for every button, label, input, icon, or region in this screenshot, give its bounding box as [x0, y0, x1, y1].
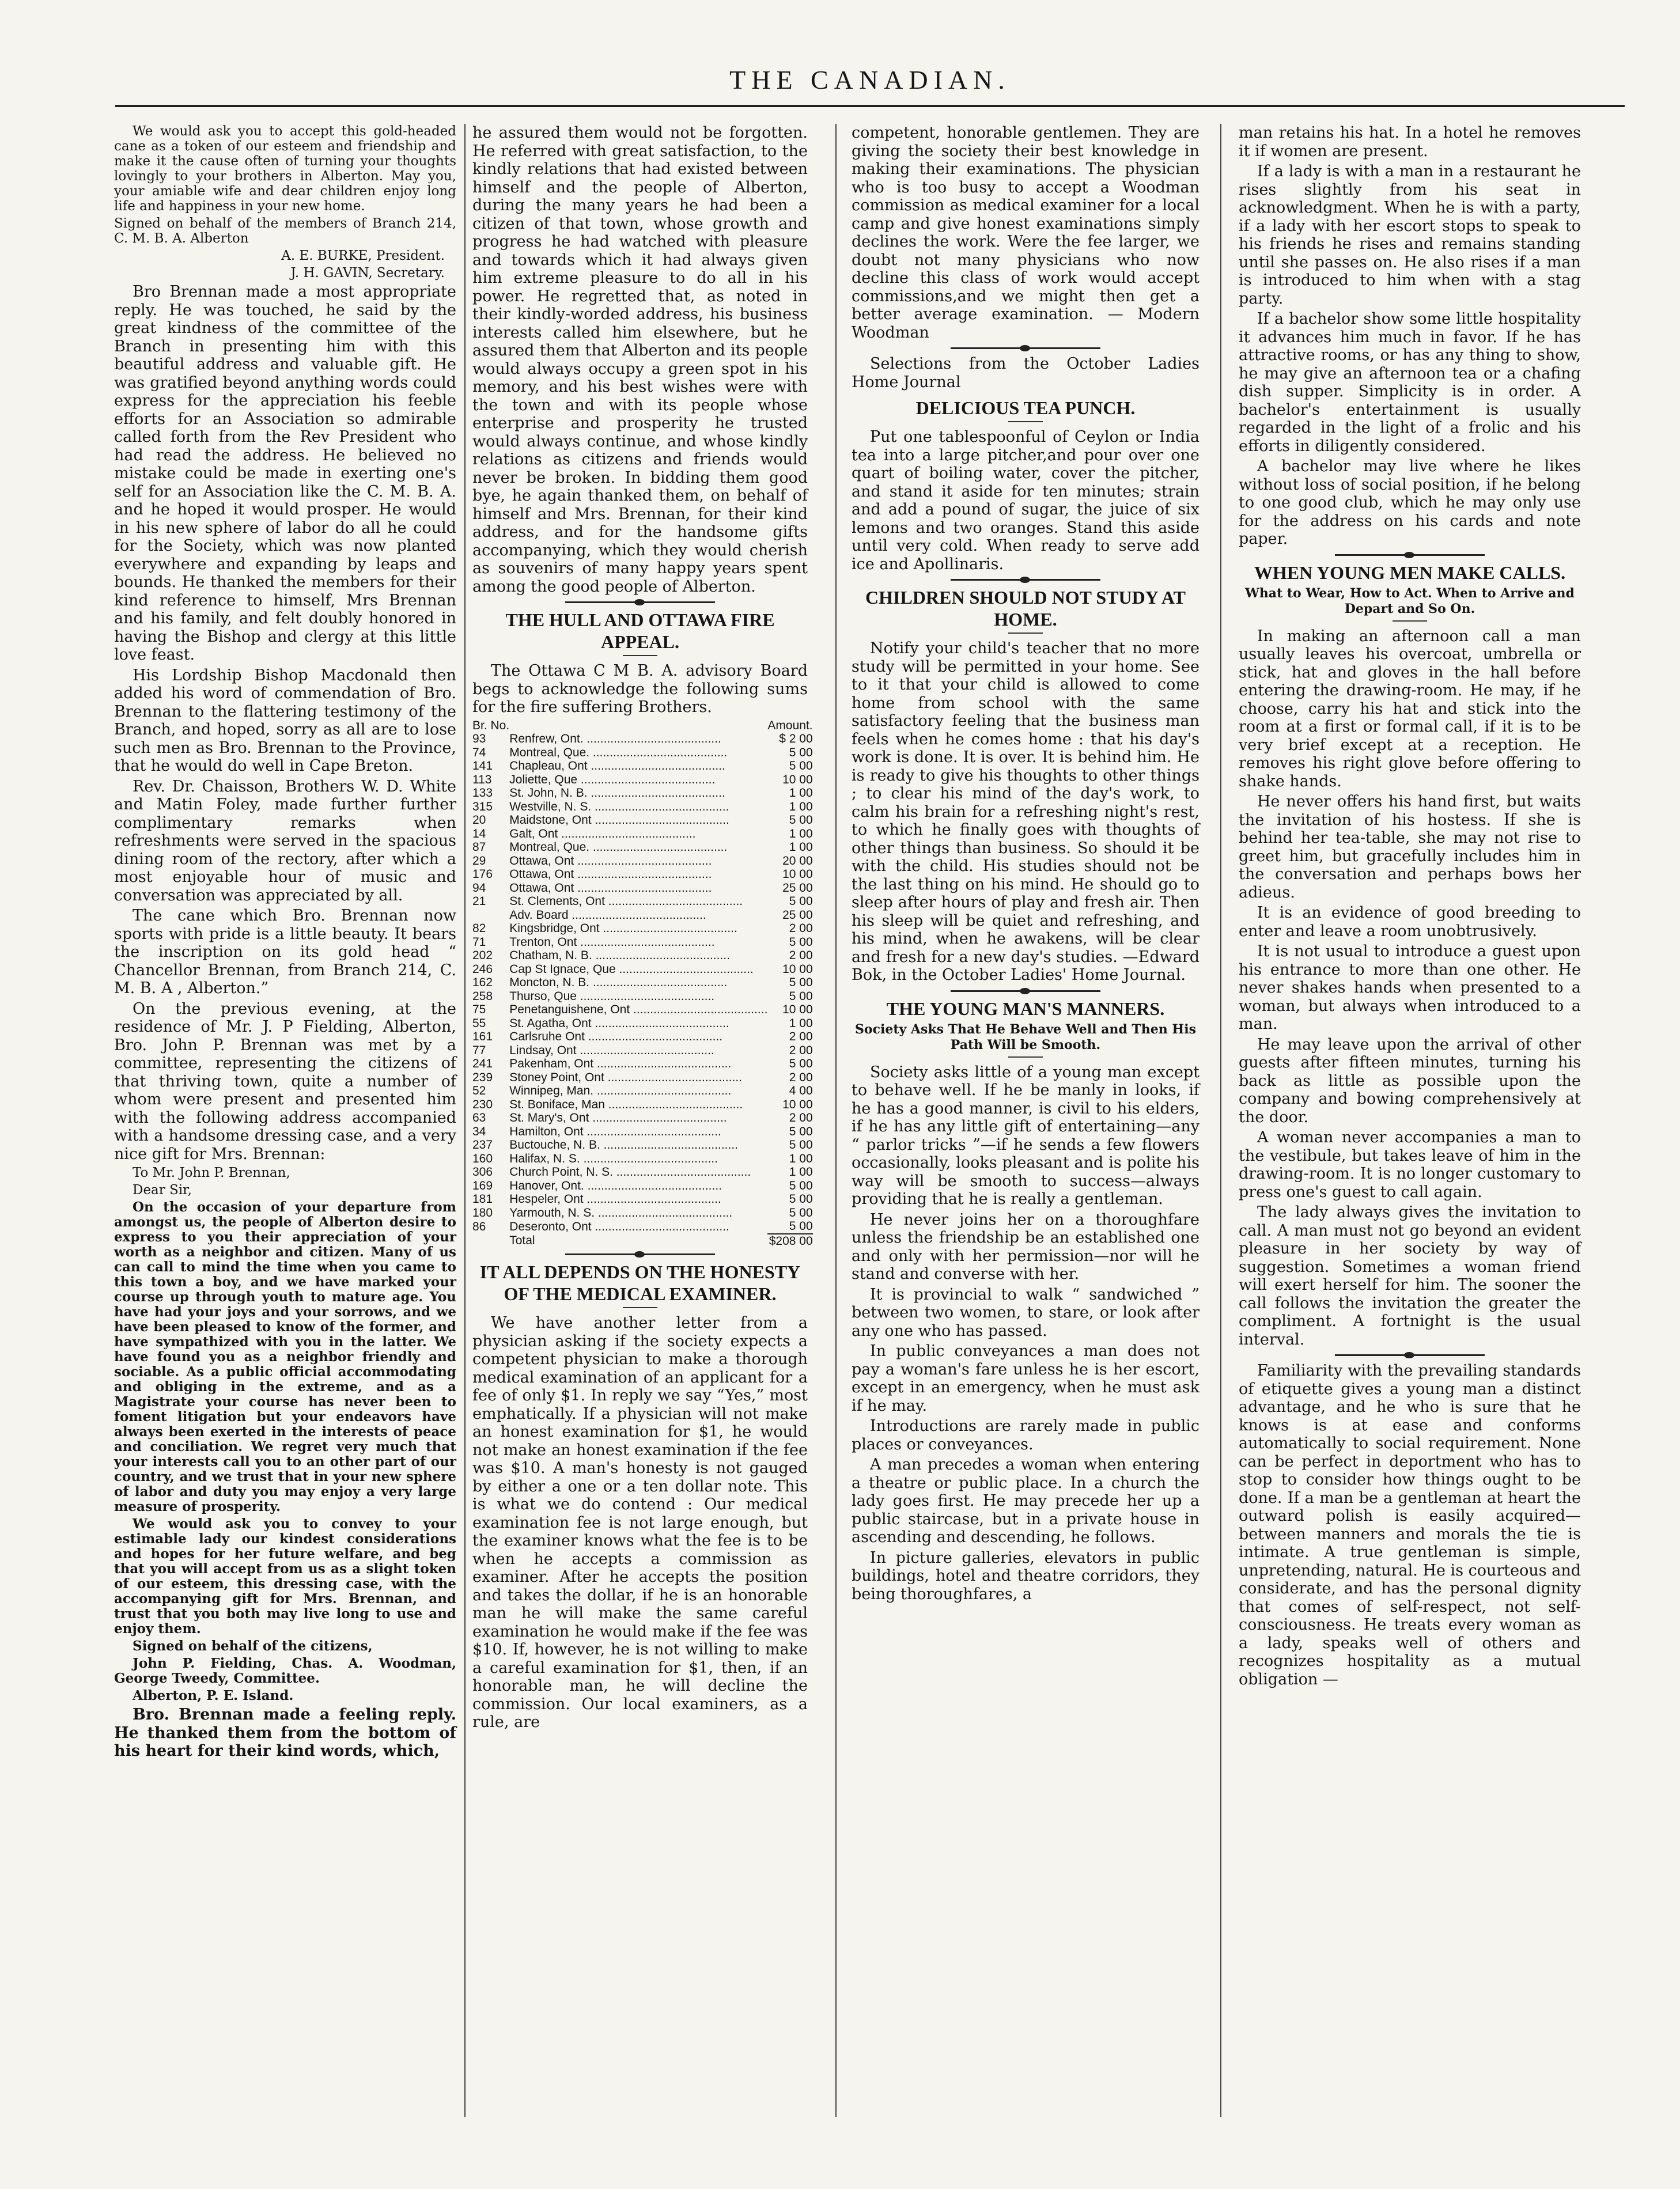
- fund-table-row: [472, 1206, 813, 1220]
- fund-branch-name: Montreal, Que. ........................................: [509, 745, 728, 759]
- column-2: [472, 124, 813, 2117]
- fund-branch-no: 176: [472, 868, 493, 881]
- fund-branch-name: Adv. Board ........................................: [509, 908, 706, 922]
- fund-amount: 4 00: [789, 1084, 813, 1097]
- fund-branch-name: Stoney Point, Ont ........................................: [509, 1070, 743, 1084]
- fund-amount: 5 00: [789, 759, 813, 772]
- fund-branch-no: 20: [472, 813, 486, 827]
- masthead: [115, 65, 1625, 112]
- paragraph: Notify your child's teacher that no more study will be permitted in your home. See to it that your child is allowed to come home from school with the same satisfactory feeling that the business man feels when he comes home : that his day's work is done. It is over. It is behind him. He is ready to give his thoughts to other things ; to clear his mind of the day's work, to calm his brain for a refreshing night's rest, to which he finally goes with thoughts of other things than business. So should it be with the child. His studies should not be the last thing on his mind. He should go to sleep after hours of play and fresh air. Then his sleep will be quiet and refreshing, and his mind, when he awakens, will be clear and fresh for a new day's studies. —Edward Bok, in the October Ladies' Home Journal.: [852, 639, 1200, 984]
- paragraph: A man precedes a woman when entering a theatre or public place. In a church the lady goes first. He may precede her up a public staircase, but in a private house in ascending and descending, he follows.: [852, 1456, 1200, 1546]
- fund-amount: 1 00: [789, 786, 813, 800]
- signature-secretary: J. H. GAVIN, Secretary.: [290, 266, 445, 281]
- paragraph: It is provincial to walk “ sandwiched ” between two women, to stare, or look after any one who has passed.: [852, 1285, 1200, 1340]
- fund-branch-name: Church Point, N. S. ........................................: [509, 1165, 751, 1179]
- fund-amount: 5 00: [789, 1057, 813, 1070]
- headline-young-mans-manners: THE YOUNG MAN'S MANNERS.: [886, 998, 1165, 1019]
- fund-branch-name: Chatham, N. B. ........................................: [509, 949, 730, 962]
- fund-amount: 1 00: [789, 1016, 813, 1030]
- fund-amount: 20 00: [782, 854, 813, 868]
- fund-amount: 2 00: [789, 1111, 813, 1124]
- paragraph: In public conveyances a man does not pay a woman's fare unless he is her escort, except in an emergency, when he must ask if he may.: [852, 1342, 1200, 1415]
- fund-branch-no: [472, 908, 509, 922]
- fund-table-row: [472, 773, 813, 787]
- subheadline: What to Wear, How to Act. When to Arrive and Depart and So On.: [1245, 585, 1575, 616]
- section-ornament: [565, 1253, 715, 1255]
- headline-dash: [1008, 1056, 1043, 1058]
- paragraph: His Lordship Bishop Macdonald then added his word of commendation of Bro. Brennan to the flattering testimony of the Branch, and hoped, sorry as all are to lose such men as Bro. Brennan to the Province, that he would do well in Cape Breton.: [114, 666, 456, 775]
- fund-branch-name: Hanover, Ont. ........................................: [509, 1179, 722, 1192]
- masthead-rule: [115, 105, 1625, 107]
- fund-amount: 2 00: [789, 1030, 813, 1043]
- fund-amount: 10 00: [782, 1097, 813, 1111]
- fund-branch-name: Ottawa, Ont ........................................: [509, 881, 712, 895]
- fund-table-body: [472, 732, 813, 1234]
- fund-total-row: [472, 1234, 813, 1248]
- fund-table-row: [472, 1111, 813, 1125]
- paragraph: competent, honorable gentlemen. They are giving the society their best knowledge in making their examinations. The physician who is too busy to accept a Woodman commission as medical examiner for a local camp and give honest examinations simply declines the work. Were the fee larger, we doubt not many physicians who now decline this class of work would accept commissions,and we might then get a better average examination. — Modern Woodman: [852, 124, 1200, 342]
- fund-branch-name: St. John, N. B. ........................................: [509, 786, 725, 800]
- fund-table-row: [472, 949, 813, 963]
- fund-amount: 2 00: [789, 1070, 813, 1084]
- fund-branch-no: 87: [472, 840, 486, 854]
- fund-branch-name: Ottawa, Ont ........................................: [509, 854, 712, 868]
- fund-branch-no: 63: [472, 1111, 486, 1124]
- fund-branch-name: Deseronto, Ont ........................................: [509, 1220, 729, 1233]
- fund-branch-name: Kingsbridge, Ont ........................................: [509, 922, 737, 935]
- fund-total-label: Total: [509, 1234, 535, 1247]
- column-rule-2: [835, 124, 837, 2117]
- fund-amount: 5 00: [789, 1138, 813, 1152]
- fund-branch-no: 55: [472, 1016, 486, 1030]
- signed-line: Signed on behalf of the members of Branch 214, C. M. B. A. Alberton: [114, 216, 456, 246]
- fund-amount: 5 00: [789, 1220, 813, 1233]
- headline-dash: [623, 1307, 657, 1308]
- fund-table-row: [472, 1179, 813, 1193]
- fund-table-row: [472, 936, 813, 949]
- fund-amount: 5 00: [789, 813, 813, 827]
- fund-branch-name: Lindsay, Ont ........................................: [509, 1043, 714, 1057]
- fund-branch-no: 86: [472, 1220, 486, 1233]
- paragraph: In making an afternoon call a man usually leaves his overcoat, umbrella or stick, hat and gloves in the hall before entering the drawing-room. He may, if he choose, carry his hat and stick into the room at a first or formal call, if it is to be very brief except at a reception. He removes his right glove before offering to shake hands.: [1239, 627, 1581, 790]
- fund-amount: 1 00: [789, 1152, 813, 1165]
- address-closing: We would ask you to accept this gold-headed cane as a token of our esteem and friendship and make it the cause often of turning your thoughts lovingly to your brothers in Alberton. May you, your amiable wife and dear children enjoy long life and happiness in your new home.: [114, 124, 456, 214]
- fund-col-no: Br. No.: [472, 718, 510, 732]
- newspaper-title: THE CANADIAN.: [729, 65, 1011, 94]
- fund-table-row: [472, 1030, 813, 1044]
- fund-amount: 5 00: [789, 1124, 813, 1138]
- fund-branch-name: Hespeler, Ont ........................................: [509, 1192, 721, 1206]
- fund-branch-no: 161: [472, 1030, 493, 1043]
- paragraph: A bachelor may live where he likes without loss of social position, if he belong to one good club, which he may only use for the address on his cards and note paper.: [1239, 457, 1581, 548]
- fund-amount: 5 00: [789, 745, 813, 759]
- fund-branch-no: 169: [472, 1179, 493, 1192]
- fund-table-row: [472, 732, 813, 746]
- paragraph: He never joins her on a thoroughfare unless the friendship be an established one and only with her permission—nor will he stand and converse with her.: [852, 1210, 1200, 1283]
- fund-branch-name: St. Agatha, Ont ........................................: [509, 1016, 729, 1030]
- fund-amount: 5 00: [789, 1192, 813, 1206]
- headline-dash: [1008, 421, 1043, 422]
- fund-table-row: [472, 786, 813, 800]
- section-ornament: [1335, 1354, 1485, 1356]
- fund-table-row: [472, 800, 813, 814]
- fund-branch-no: 71: [472, 935, 486, 949]
- fund-branch-no: 162: [472, 976, 493, 989]
- fund-branch-name: Chapleau, Ont ........................................: [509, 759, 725, 772]
- paragraph: The lady always gives the invitation to call. A man must not go beyond an evident pleasure in her society by way of suggestion. Sometimes a woman friend will exert herself for him. The sooner the call follows the invitation the greater the compliment. A fortnight is the usual interval.: [1239, 1203, 1581, 1349]
- fund-amount: 5 00: [789, 895, 813, 908]
- section-ornament: [951, 579, 1100, 581]
- fund-branch-no: 94: [472, 881, 486, 895]
- paragraph: On the previous evening, at the residence of Mr. J. P Fielding, Alberton, Bro. John P. Brennan was met by a committee, representing the citizens of that thriving town, quite a number of whom were present and presented him with the following address accompanied with a handsome dressing case, and a very nice gift for Mrs. Brennan:: [114, 999, 456, 1163]
- fund-table-row: [472, 1220, 813, 1234]
- column-1: [114, 124, 456, 2117]
- fund-branch-name: St. Clements, Ont ........................................: [509, 895, 743, 908]
- fund-table-row: [472, 759, 813, 773]
- fund-amount: 5 00: [789, 989, 813, 1003]
- fund-table-row: [472, 746, 813, 760]
- paragraph: Put one tablespoonful of Ceylon or India tea into a large pitcher,and pour over one quart of boiling water, cover the pitcher, and stand it aside for ten minutes; strain and add a pound of sugar, the juice of six lemons and two oranges. Stand this aside until very cold. When ready to serve add ice and Apollinaris.: [852, 428, 1200, 573]
- subheadline: Society Asks That He Behave Well and Then His Path Will be Smooth.: [855, 1021, 1196, 1052]
- paragraph: Familiarity with the prevailing standards of etiquette gives a young man a distinct advantage, and he who is sure that he knows is at ease and conforms automatically to social requirement. None can be perfect in deportment who has to stop to consider how things ought to be done. If a man be a gentleman at heart the outward polish is easily acquired—between manners and morals the tie is intimate. A true gentleman is simple, unpretending, natural. He is courteous and considerate, and has the personal dignity that comes of self-respect, not self-consciousness. He treats every woman as a lady, speaks well of others and recognizes hospitality as a mutual obligation —: [1239, 1362, 1581, 1688]
- fund-branch-no: 315: [472, 800, 493, 813]
- fund-branch-name: Winnipeg, Man. ........................................: [509, 1084, 732, 1097]
- fund-amount: 5 00: [789, 1179, 813, 1192]
- column-rule-3: [1220, 124, 1221, 2117]
- committee-signers: John P. Fielding, Chas. A. Woodman, George Tweedy, Committee.: [114, 1656, 456, 1686]
- fund-branch-no: 181: [472, 1192, 493, 1206]
- paragraph: It is not usual to introduce a guest upon his entrance to more than one other. He never shakes hands when presented to a woman, but always when introduced to a man.: [1239, 942, 1581, 1033]
- fund-branch-no: 258: [472, 989, 493, 1003]
- fund-table-row: [472, 813, 813, 827]
- paragraph: Society asks little of a young man except to behave well. If he be manly in looks, if he has a good manner, is civil to his elders, if he has any little gift of entertaining—any “ parlor tricks ”—if he sends a few flowers occasionally, looks pleasant and is polite his way will be smooth to success—always providing that he is really a gentleman.: [852, 1063, 1200, 1208]
- fund-branch-no: 52: [472, 1084, 486, 1097]
- paragraph: If a bachelor show some little hospitality it advances him much in favor. If he has attractive rooms, or has any thing to show, he may give an afternoon tea or a chafing dish supper. Simplicity is in order. A bachelor's entertainment is usually regarded in the light of a frolic and his efforts in diligently considered.: [1239, 310, 1581, 455]
- headline-medical-examiner: IT ALL DEPENDS ON THE HONESTY OF THE MEDICAL EXAMINER.: [479, 1262, 801, 1304]
- fund-table-row: [472, 1071, 813, 1085]
- fund-branch-name: Westville, N. S. ........................................: [509, 800, 729, 813]
- headline-young-men-calls: WHEN YOUNG MEN MAKE CALLS.: [1254, 562, 1566, 583]
- fund-amount: 10 00: [782, 962, 813, 976]
- fund-branch-no: 306: [472, 1165, 493, 1179]
- column-4: [1239, 124, 1581, 2117]
- fund-branch-no: 239: [472, 1070, 493, 1084]
- headline-fire-appeal: THE HULL AND OTTAWA FIRE APPEAL.: [505, 609, 775, 652]
- headline-children-study: CHILDREN SHOULD NOT STUDY AT HOME.: [865, 587, 1186, 630]
- fund-branch-name: Hamilton, Ont ........................................: [509, 1124, 721, 1138]
- fund-branch-no: 246: [472, 962, 493, 976]
- fund-branch-name: Thurso, Que ........................................: [509, 989, 715, 1003]
- fund-branch-no: 21: [472, 895, 486, 908]
- fund-amount: 10 00: [782, 772, 813, 786]
- paragraph: If a lady is with a man in a restaurant he rises slightly from his seat in acknowledgment. When he is with a party, if a lady with her escort stops to speak to his friends he rises and remains standing until she passes on. He also rises if a man is introduced to him when with a stag party.: [1239, 162, 1581, 308]
- paragraph: It is an evidence of good breeding to enter and leave a room unobtrusively.: [1239, 904, 1581, 940]
- fund-table-row: [472, 990, 813, 1003]
- paragraph: The Ottawa C M B. A. advisory Board begs to acknowledge the following sums for the fire suffering Brothers.: [472, 662, 808, 716]
- fund-table-row: [472, 895, 813, 908]
- fund-amount: 5 00: [789, 976, 813, 989]
- fund-branch-name: Penetanguishene, Ont ........................................: [509, 1003, 768, 1016]
- fund-table-row: [472, 881, 813, 895]
- headline-dash: [623, 655, 657, 656]
- fund-branch-name: Moncton, N. B. ........................................: [509, 976, 728, 989]
- place-line: Alberton, P. E. Island.: [133, 1688, 294, 1703]
- fund-branch-name: Cap St Ignace, Que ........................................: [509, 962, 754, 976]
- fund-branch-name: St. Boniface, Man ........................................: [509, 1097, 743, 1111]
- salutation-to: To Mr. John P. Brennan,: [133, 1165, 290, 1180]
- citizens-address-cont: We would ask you to convey to your estimable lady our kindest considerations and hopes for her future welfare, and beg that you will accept from us as a slight token of our esteem, this dressing case, with the accompanying gift for Mrs. Brennan, and trust that you both may live long to use and enjoy them.: [114, 1516, 456, 1637]
- fund-branch-no: 180: [472, 1206, 493, 1220]
- fund-table-row: [472, 963, 813, 976]
- fund-amount: 10 00: [782, 1003, 813, 1016]
- paragraph: Introductions are rarely made in public places or conveyances.: [852, 1417, 1200, 1453]
- fund-amount: $ 2 00: [779, 732, 813, 745]
- fund-branch-no: 141: [472, 759, 493, 772]
- fund-table-row: [472, 976, 813, 990]
- fund-table-row: [472, 1098, 813, 1112]
- paragraph: He never offers his hand first, but waits the invitation of his hostess. If she is behind her tea-table, she may not rise to greet him, but gracefully includes him in the conversation and perhaps bows her adieus.: [1239, 793, 1581, 902]
- paragraph: he assured them would not be forgotten. He referred with great satisfaction, to the kindly relations that had existed between himself and the people of Alberton, during the many years he had been a citizen of that town, whose growth and progress he had watched with pleasure and towards which it had always given him extreme pleasure to do all in his power. He regretted that, as noted in their kindly-worded address, his business interests called him elsewhere, but he assured them that Alberton and its people would always occupy a green spot in his memory, and his best wishes were with the town and with its people whose enterprise and prosperity he trusted would always continue, and whose kindly relations as citizens and friends would never be broken. In bidding them good bye, he again thanked them, on behalf of himself and Mrs. Brennan, for their kind address, and for the handsome gifts accompanying, which they would cherish as souvenirs of many happy years spent among the good people of Alberton.: [472, 124, 808, 596]
- fund-branch-name: Yarmouth, N. S. ........................................: [509, 1206, 733, 1220]
- fund-branch-no: 113: [472, 772, 492, 786]
- fund-total-amount: $208 00: [767, 1234, 812, 1248]
- fund-table-row: [472, 1003, 813, 1017]
- fund-table-row: [472, 1125, 813, 1139]
- fund-table-header: [472, 719, 813, 733]
- paragraph: Bro. Brennan made a feeling reply. He thanked them from the bottom of his heart for their kind words, which,: [114, 1706, 456, 1760]
- paragraph: We have another letter from a physician asking if the society expects a competent physician to make a thorough medical examination of an applicant for a fee of only $1. In reply we say “Yes,” most emphatically. If a physician will not make an honest examination for $1, he would not make an honest examination if the fee was $10. A man's honesty is not gauged by either a one or a ten dollar note. This is what we do contend : Our medical examination fee is not large enough, but the examiner knows what the fee is to be when he accepts a commission as examiner. After he accepts the position and takes the dollar, if he is an honorable man he will make the same careful examination he would make if the fee was $10. If, however, he is not willing to make a careful examination for $1, then, if an honorable man, he will decline the commission. Our local examiners, as a rule, are: [472, 1314, 808, 1731]
- salutation-dear: Dear Sir,: [133, 1183, 192, 1198]
- fund-branch-no: 82: [472, 922, 486, 935]
- paragraph: man retains his hat. In a hotel he removes it if women are present.: [1239, 124, 1581, 160]
- headline-dash: [1393, 620, 1427, 622]
- fund-amount: 1 00: [789, 800, 813, 813]
- fund-amount: 25 00: [782, 908, 813, 922]
- fund-branch-name: Carlsruhe Ont ........................................: [509, 1030, 723, 1043]
- fund-table-row: [472, 827, 813, 841]
- fund-branch-name: Renfrew, Ont. ........................................: [509, 732, 721, 745]
- fund-branch-name: Galt, Ont ........................................: [509, 827, 696, 840]
- fund-branch-no: 34: [472, 1124, 486, 1138]
- section-ornament: [951, 990, 1100, 992]
- fund-amount: 1 00: [789, 1165, 813, 1179]
- fund-branch-name: Halifax, N. S. ........................................: [509, 1152, 718, 1165]
- fund-table-row: [472, 1138, 813, 1152]
- fund-table-row: [472, 840, 813, 854]
- fund-table-row: [472, 868, 813, 881]
- fund-amount: 2 00: [789, 1043, 813, 1057]
- paragraph: Bro Brennan made a most appropriate reply. He was touched, he said by the great kindness of the committee of the Branch in presenting him with this beautiful address and valuable gift. He was gratified beyond anything words could express for the appreciation his feeble efforts for an Association so admirable called forth from the Rev President who had read the address. He believed no mistake could be made in exerting one's self for an Association like the C. M. B. A. and he hoped it would prosper. He would in his new sphere of labor do all he could for the Society, which was now planted everywhere and expanding by leaps and bounds. He thanked the members for their kind reference to himself, Mrs Brennan and his family, and felt doubly honored in having the Bishop and clergy at this little love feast.: [114, 283, 456, 664]
- fund-amount: 1 00: [789, 827, 813, 840]
- fund-branch-no: 75: [472, 1003, 486, 1016]
- headline-dash: [1008, 633, 1043, 634]
- paragraph: In picture galleries, elevators in public buildings, hotel and theatre corridors, they being thoroughfares, a: [852, 1548, 1200, 1603]
- paragraph: The cane which Bro. Brennan now sports with pride is a little beauty. It bears the inscription on its gold head “ Chancellor Brennan, from Branch 214, C. M. B. A , Alberton.”: [114, 907, 456, 997]
- fund-table-row: [472, 1084, 813, 1098]
- fund-branch-no: 241: [472, 1057, 493, 1070]
- section-ornament: [1335, 554, 1485, 556]
- signed-citizens: Signed on behalf of the citizens,: [133, 1638, 373, 1654]
- fund-branch-name: Ottawa, Ont ........................................: [509, 868, 712, 881]
- section-ornament: [565, 601, 715, 603]
- selections-note: Selections from the October Ladies Home Journal: [852, 355, 1200, 391]
- signature-president: A. E. BURKE, President.: [281, 248, 445, 263]
- fund-branch-name: Maidstone, Ont ........................................: [509, 813, 729, 827]
- fund-branch-no: 237: [472, 1138, 493, 1152]
- fund-table-row: [472, 908, 813, 922]
- fund-col-amount: Amount.: [767, 718, 813, 732]
- fund-branch-no: 29: [472, 854, 486, 868]
- fund-amount: 5 00: [789, 1206, 813, 1220]
- fund-table-row: [472, 1017, 813, 1031]
- column-rule-1: [464, 124, 466, 2117]
- fund-table-row: [472, 1152, 813, 1166]
- paragraph: Rev. Dr. Chaisson, Brothers W. D. White and Matin Foley, made further further complimentary remarks when refreshments were served in the spacious dining room of the rectory, after which a most enjoyable hour of music and conversation was appreciated by all.: [114, 777, 456, 904]
- fund-table-row: [472, 1044, 813, 1058]
- fund-branch-no: 74: [472, 745, 486, 759]
- fund-branch-no: 160: [472, 1152, 493, 1165]
- fund-amount: 1 00: [789, 840, 813, 854]
- fund-branch-name: Joliette, Que ........................................: [509, 772, 716, 786]
- fund-amount: 5 00: [789, 935, 813, 949]
- column-3: [852, 124, 1200, 2117]
- fund-branch-name: Pakenham, Ont ........................................: [509, 1057, 732, 1070]
- fund-amount: 2 00: [789, 949, 813, 962]
- fund-amount: 2 00: [789, 922, 813, 935]
- fund-branch-name: Montreal, Que. ........................................: [509, 840, 728, 854]
- headline-tea-punch: DELICIOUS TEA PUNCH.: [915, 397, 1136, 418]
- fund-table-row: [472, 854, 813, 868]
- fund-branch-name: Trenton, Ont ........................................: [509, 935, 715, 949]
- fund-table-row: [472, 1192, 813, 1206]
- paragraph: He may leave upon the arrival of other guests after fifteen minutes, turning his back as little as possible upon the company and bowing comprehensively at the door.: [1239, 1035, 1581, 1126]
- fund-branch-name: St. Mary's, Ont ........................................: [509, 1111, 727, 1124]
- fund-table-row: [472, 922, 813, 936]
- fund-branch-no: 230: [472, 1097, 493, 1111]
- citizens-address: On the occasion of your departure from amongst us, the people of Alberton desire to express to you their appreciation of your worth as a neighbor and citizen. Many of us can call to mind the time when you came to this town a boy, and we have marked your course up through youth to mature age. You have had your joys and your sorrows, and we have been pleased to know of the former, and have sympathized with you in the latter. We have found you as a neighbor friendly and sociable. As a public official accommodating and obliging in the extreme, and as a Magistrate your course has never been to foment litigation but your endeavors have always been exerted in the interests of peace and conciliation. We regret very much that your interests call you to an other part of our country, and we trust that in your new sphere of labor and duty you may enjoy a very large measure of prosperity.: [114, 1199, 456, 1514]
- fund-table-row: [472, 1057, 813, 1071]
- paragraph: A woman never accompanies a man to the vestibule, but takes leave of him in the drawing-room. It is no longer customary to press one's guest to call again.: [1239, 1128, 1581, 1201]
- fund-amount: 25 00: [782, 881, 813, 895]
- fund-branch-no: 133: [472, 786, 493, 800]
- fund-amount: 10 00: [782, 868, 813, 881]
- fund-branch-no: 93: [472, 732, 486, 745]
- fund-table: [472, 719, 813, 1248]
- fund-branch-no: 77: [472, 1043, 486, 1057]
- fund-branch-name: Buctouche, N. B. ........................................: [509, 1138, 738, 1152]
- fund-branch-no: 14: [472, 827, 486, 840]
- section-ornament: [951, 347, 1100, 349]
- fund-table-row: [472, 1165, 813, 1179]
- fund-branch-no: 202: [472, 949, 493, 962]
